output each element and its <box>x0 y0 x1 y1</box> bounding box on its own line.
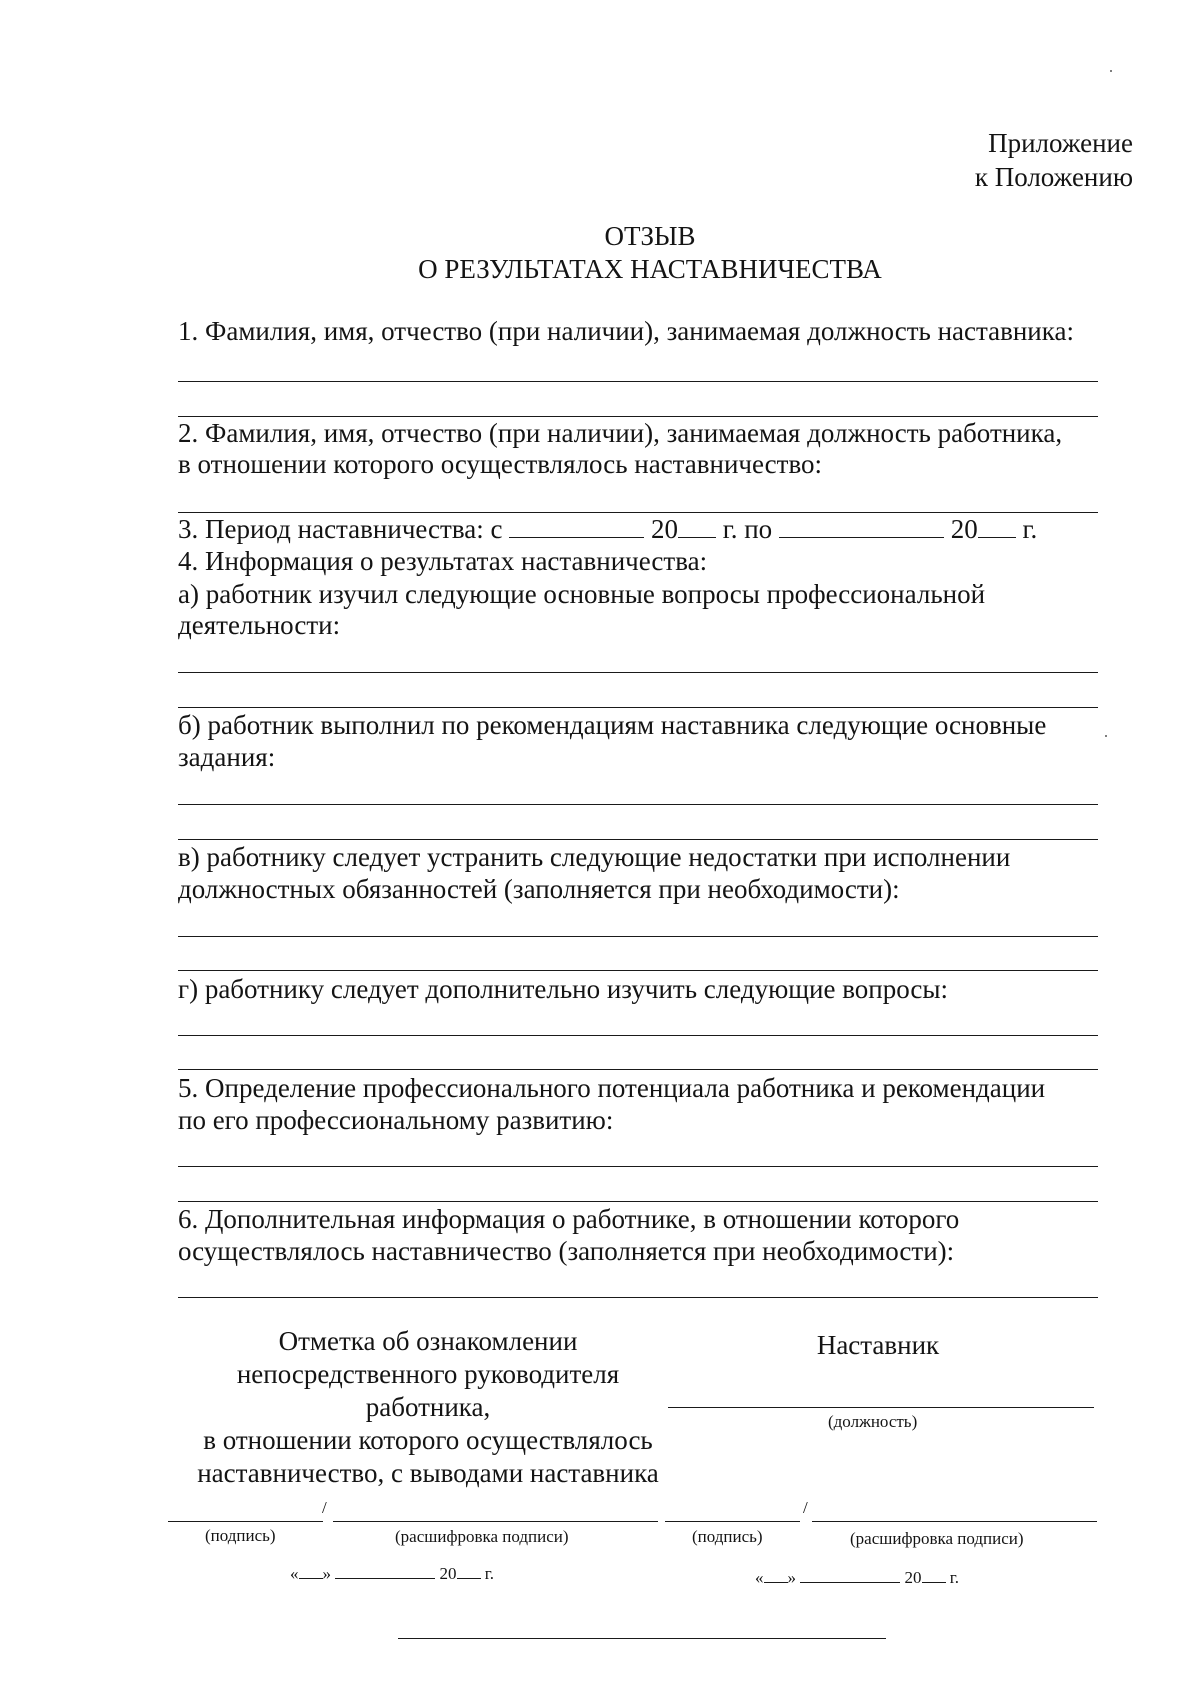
left-date <box>290 1562 494 1584</box>
left-date-open: « <box>290 1564 299 1583</box>
period-year: 20 <box>650 514 678 544</box>
closing-rule <box>398 1638 886 1639</box>
page-subtitle: О РЕЗУЛЬТАТАХ НАСТАВНИЧЕСТВА <box>418 254 882 284</box>
left-sign-caption: (подпись) <box>205 1526 276 1545</box>
section-6-line-2: осуществлялось наставничество (заполняется при необходимости): <box>178 1236 955 1266</box>
right-slash: / <box>803 1498 808 1517</box>
right-date-year-field[interactable] <box>922 1566 946 1583</box>
section-4a-line-1: а) работник изучил следующие основные вопросы профессиональной <box>178 579 986 609</box>
section-4v-line-1: в) работнику следует устранить следующие недостатки при исполнении <box>178 842 1011 872</box>
period-start-year-field[interactable] <box>678 515 716 538</box>
fill-line[interactable] <box>178 1069 1098 1070</box>
mentor-position-field[interactable] <box>668 1407 1094 1408</box>
fill-line[interactable] <box>178 512 1098 513</box>
right-date-close: » <box>787 1568 796 1587</box>
fill-line[interactable] <box>178 804 1098 805</box>
section-4-heading: 4. Информация о результатах наставничества: <box>178 546 708 576</box>
period-suffix: г. <box>1022 514 1038 544</box>
fill-line[interactable] <box>178 936 1098 937</box>
section-5-line-1: 5. Определение профессионального потенциала работника и рекомендации <box>178 1073 1046 1103</box>
appendix-line-2: к Положению <box>974 162 1133 192</box>
section-4a-line-2: деятельности: <box>178 610 341 640</box>
fill-line[interactable] <box>178 839 1098 840</box>
right-decode-field[interactable] <box>812 1521 1097 1522</box>
left-block-line-2: непосредственного руководителя <box>236 1359 620 1389</box>
right-decode-caption: (расшифровка подписи) <box>850 1529 1024 1548</box>
period-prefix: 3. Период наставничества: с <box>178 514 503 544</box>
fill-line[interactable] <box>178 1201 1098 1202</box>
left-decode-caption: (расшифровка подписи) <box>395 1527 569 1546</box>
fill-line[interactable] <box>178 970 1098 971</box>
fill-line[interactable] <box>178 1035 1098 1036</box>
mentor-position-caption: (должность) <box>828 1412 918 1431</box>
section-6-line-1: 6. Дополнительная информация о работнике, в отношении которого <box>178 1204 960 1234</box>
fill-line[interactable] <box>178 707 1098 708</box>
left-date-year: 20 <box>439 1564 457 1583</box>
section-4v-line-2: должностных обязанностей (заполняется при необходимости): <box>178 874 900 904</box>
right-signature-field[interactable] <box>665 1521 800 1522</box>
period-middle: г. по <box>722 514 773 544</box>
left-date-day-field[interactable] <box>299 1562 323 1579</box>
scan-speck <box>1110 70 1112 72</box>
fill-line[interactable] <box>178 416 1098 417</box>
left-block-line-5: наставничество, с выводами наставника <box>197 1458 659 1488</box>
page-title: ОТЗЫВ <box>604 221 696 251</box>
left-date-suffix: г. <box>484 1564 495 1583</box>
mentor-heading: Наставник <box>816 1330 940 1360</box>
fill-line[interactable] <box>178 1297 1098 1298</box>
appendix-line-1: Приложение <box>988 128 1133 158</box>
right-date-day-field[interactable] <box>764 1566 788 1583</box>
section-2-line-1: 2. Фамилия, имя, отчество (при наличии), занимаемая должность работника, <box>178 418 1063 448</box>
left-block-line-4: в отношении которого осуществлялось <box>203 1425 653 1455</box>
left-block-line-1: Отметка об ознакомлении <box>278 1326 578 1356</box>
section-5-line-2: по его профессиональному развитию: <box>178 1105 614 1135</box>
scan-speck <box>1105 735 1107 737</box>
fill-line[interactable] <box>178 672 1098 673</box>
period-end-field[interactable] <box>779 515 944 538</box>
left-date-year-field[interactable] <box>457 1562 481 1579</box>
section-4b-line-1: б) работник выполнил по рекомендациям наставника следующие основные <box>178 710 1047 740</box>
right-date-month-field[interactable] <box>800 1566 900 1583</box>
period-year-2: 20 <box>950 514 978 544</box>
left-date-close: » <box>322 1564 331 1583</box>
left-date-month-field[interactable] <box>335 1562 435 1579</box>
section-2-line-2: в отношении которого осуществлялось наставничество: <box>178 449 823 479</box>
fill-line[interactable] <box>178 1166 1098 1167</box>
right-date-open: « <box>755 1568 764 1587</box>
right-date <box>755 1566 959 1588</box>
section-4g-line-1: г) работнику следует дополнительно изучить следующие вопросы: <box>178 974 949 1004</box>
section-4b-line-2: задания: <box>178 742 276 772</box>
section-1-text: 1. Фамилия, имя, отчество (при наличии), занимаемая должность наставника: <box>178 316 1074 346</box>
right-sign-caption: (подпись) <box>692 1527 763 1546</box>
section-3-period <box>178 514 1037 544</box>
fill-line[interactable] <box>178 381 1098 382</box>
left-block-line-3: работника, <box>365 1392 491 1422</box>
left-signature-field[interactable] <box>168 1521 323 1522</box>
right-date-year: 20 <box>904 1568 922 1587</box>
period-end-year-field[interactable] <box>978 515 1016 538</box>
left-slash: / <box>322 1498 327 1517</box>
period-start-field[interactable] <box>509 515 644 538</box>
left-decode-field[interactable] <box>333 1521 658 1522</box>
right-date-suffix: г. <box>949 1568 960 1587</box>
